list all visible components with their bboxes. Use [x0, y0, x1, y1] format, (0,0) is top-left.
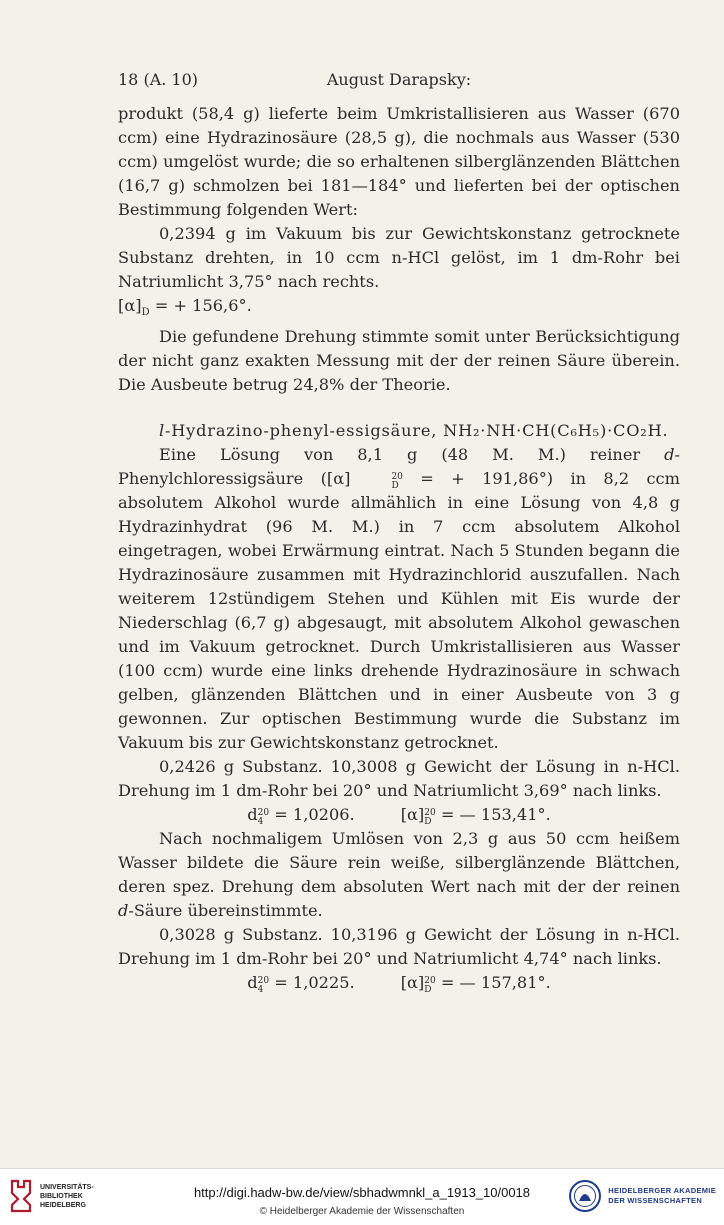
viewer-footer — [0, 1168, 724, 1225]
alpha-stack — [424, 809, 435, 827]
formula-sub: D — [141, 307, 150, 319]
running-header — [118, 70, 680, 92]
academy-logo-text — [608, 1186, 716, 1206]
formula-alpha: [α] — [118, 296, 142, 315]
d-sub: 4 — [257, 817, 264, 828]
p4-sub: D — [391, 481, 399, 492]
d-value: = 1,0206. — [269, 805, 355, 825]
library-logo-line-2: BIBLIOTHEK — [40, 1192, 83, 1200]
alpha-sup: 20 — [424, 976, 436, 987]
section-heading — [118, 419, 680, 443]
alpha-sub: D — [424, 817, 432, 828]
p6-text-a: Nach nochmaligem Umlösen von 2,3 g aus 50 ccm heißem Wasser bildete die Säure rein weiße, silberglänzende Blättchen, deren spez. Drehung dem absoluten Wert nach mit der der reinen — [118, 829, 680, 897]
formula-value: = + 156,6°. — [149, 296, 252, 315]
d-value: = 1,0225. — [269, 973, 355, 993]
academy-logo-line-1: HEIDELBERGER AKADEMIE — [608, 1186, 716, 1195]
p4-text-a: Eine Lösung von 8,1 g (48 M. M.) reiner — [159, 445, 665, 465]
library-logo-line-3: HEIDELBERG — [40, 1201, 86, 1209]
alpha-value: = — 157,81°. — [435, 973, 551, 993]
alpha-sup: 20 — [424, 808, 436, 819]
heading-formula: NH₂·NH·CH(C₆H₅)·CO₂H. — [443, 421, 669, 441]
academy-logo-line-2: DER WISSENSCHAFTEN — [608, 1196, 703, 1205]
d-stack — [258, 809, 269, 827]
heading-name: -Hydrazino-phenyl-essigsäure, — [164, 421, 444, 441]
formula-line-2 — [118, 803, 680, 827]
paragraph-7: 0,3028 g Substanz. 10,3196 g Gewicht der Lösung in n-HCl. Drehung im 1 dm-Rohr bei 20° und Natriumlicht 4,74° nach links. — [118, 925, 680, 969]
p4-text-c: = + 191,86°) in 8,2 ccm absolutem Alkohol wurde allmählich in eine Lösung von 4,8 g Hydrazinhydrat (96 M. M.) in 7 ccm absolutem Alkohol eingetragen, wobei Erwärmung eintrat. Nach 5 Stunden begann die Hydrazinosäure zusammen mit Hydrazinchlorid auszufallen. Nach weiterem 12stündigem Stehen und Kühlen mit Eis wurde der Niederschlag (6,7 g) abgesaugt, mit absolutem Alkohol gewaschen und im Vakuum getrocknet. Durch Umkristallisieren aus Wasser (100 ccm) wurde eine links drehende Hydrazinosäure in schwach gelben, glänzenden Blättchen und in einer Ausbeute von 3 g gewonnen. Zur optischen Bestimmung wurde die Substanz im Vakuum bis zur Gewichtskonstanz getrocknet. — [118, 469, 680, 753]
p4-d-prefix: d — [664, 445, 675, 465]
rotation-formula-3 — [401, 971, 551, 995]
p4-text-b: -Phenylchloressigsäure ([α] — [118, 445, 680, 489]
running-title: August Darapsky: — [326, 70, 472, 89]
d-symbol: d — [247, 805, 258, 825]
permalink-url[interactable]: http://digi.hadw-bw.de/view/sbhadwmnkl_a_1913_10/0018 — [193, 1185, 531, 1200]
paragraph-6 — [118, 827, 680, 923]
body-text — [118, 102, 680, 995]
d-sup: 20 — [257, 808, 270, 819]
density-formula-2 — [247, 803, 354, 827]
academy-seal-icon — [568, 1179, 602, 1213]
paragraph-5: 0,2426 g Substanz. 10,3008 g Gewicht der Lösung in n-HCl. Drehung im 1 dm-Rohr bei 20° und Natriumlicht 3,69° nach links. — [118, 757, 680, 801]
formula-line-3 — [118, 971, 680, 995]
paragraph-3: Die gefundene Drehung stimmte somit unter Berücksichtigung der nicht ganz exakten Messung mit der der reinen Säure überein. Die Ausbeute betrug 24,8% der Theorie. — [118, 327, 680, 395]
d-sup: 20 — [257, 976, 270, 987]
d-sub: 4 — [257, 985, 264, 996]
alpha-value: = — 153,41°. — [435, 805, 551, 825]
d-symbol: d — [247, 973, 258, 993]
p6-text-b: -Säure übereinstimmte. — [128, 901, 323, 921]
page-number: 18 (A. 10) — [118, 70, 199, 89]
density-formula-3 — [247, 971, 354, 995]
copyright-notice: © Heidelberger Akademie der Wissenschaften — [259, 1206, 465, 1217]
alpha-symbol: [α] — [400, 973, 425, 993]
d-stack — [258, 977, 269, 995]
alpha-symbol: [α] — [400, 805, 425, 825]
p4-sup: 20 — [391, 472, 403, 483]
paragraph-2: 0,2394 g im Vakuum bis zur Gewichtskonstanz getrocknete Substanz drehten, in 10 ccm n-HCl gelöst, im 1 dm-Rohr bei Natriumlicht 3,75° nach rechts. — [118, 224, 680, 291]
paragraph-1: produkt (58,4 g) lieferte beim Umkristallisieren aus Wasser (670 ccm) eine Hydrazinosäure (28,5 g), die nochmals aus Wasser (530 ccm) umgelöst wurde; die so erhaltenen silberglänzenden Blättchen (16,7 g) schmolzen bei 181—184° und lieferten bei der optischen Bestimmung folgenden Wert: — [118, 104, 680, 219]
library-logo-line-1: UNIVERSITÄTS- — [40, 1183, 94, 1191]
formula-rotation-1 — [118, 294, 680, 325]
academy-logo[interactable] — [568, 1179, 716, 1213]
rotation-formula-2 — [401, 803, 551, 827]
alpha-sub: D — [424, 985, 432, 996]
heading-prefix: l — [159, 421, 165, 441]
paragraph-4 — [118, 443, 680, 755]
p4-stack — [350, 473, 402, 491]
alpha-stack — [424, 977, 435, 995]
p6-d-prefix: d — [118, 901, 129, 921]
